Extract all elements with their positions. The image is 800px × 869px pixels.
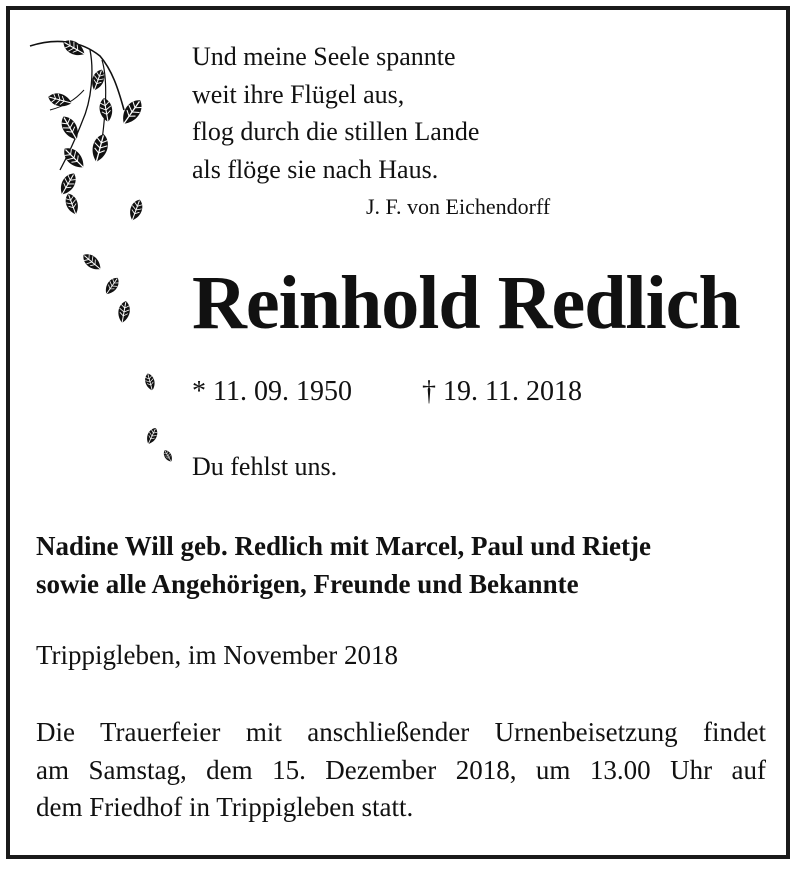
service-line: dem Friedhof in Trippigleben statt. bbox=[36, 792, 414, 822]
service-line: Die Trauerfeier mit anschließender Urnenbeisetzung findet bbox=[36, 717, 766, 747]
poem-line: als flöge sie nach Haus. bbox=[192, 154, 439, 184]
birth-date: * 11. 09. 1950 bbox=[192, 376, 352, 407]
falling-leaves-icon bbox=[20, 30, 190, 480]
poem-verse bbox=[192, 38, 479, 188]
deceased-name: Reinhold Redlich bbox=[192, 261, 740, 345]
poem-line: Und meine Seele spannte bbox=[192, 42, 456, 71]
poem-line: weit ihre Flügel aus, bbox=[192, 79, 405, 109]
service-info bbox=[36, 714, 766, 827]
tagline: Du fehlst uns. bbox=[192, 452, 338, 481]
service-line: am Samstag, dem 15. Dezember 2018, um 13.00 Uhr auf bbox=[36, 754, 766, 785]
poem-author: J. F. von Eichendorff bbox=[366, 194, 551, 219]
death-date: † 19. 11. 2018 bbox=[422, 376, 582, 407]
mourners-line: Nadine Will geb. Redlich mit Marcel, Paul und Rietje bbox=[36, 531, 651, 561]
mourners-list bbox=[36, 527, 651, 603]
place-and-date: Trippigleben, im November 2018 bbox=[36, 640, 398, 670]
poem-line: flog durch die stillen Lande bbox=[192, 117, 480, 146]
mourners-line: sowie alle Angehörigen, Freunde und Bekannte bbox=[36, 569, 579, 599]
